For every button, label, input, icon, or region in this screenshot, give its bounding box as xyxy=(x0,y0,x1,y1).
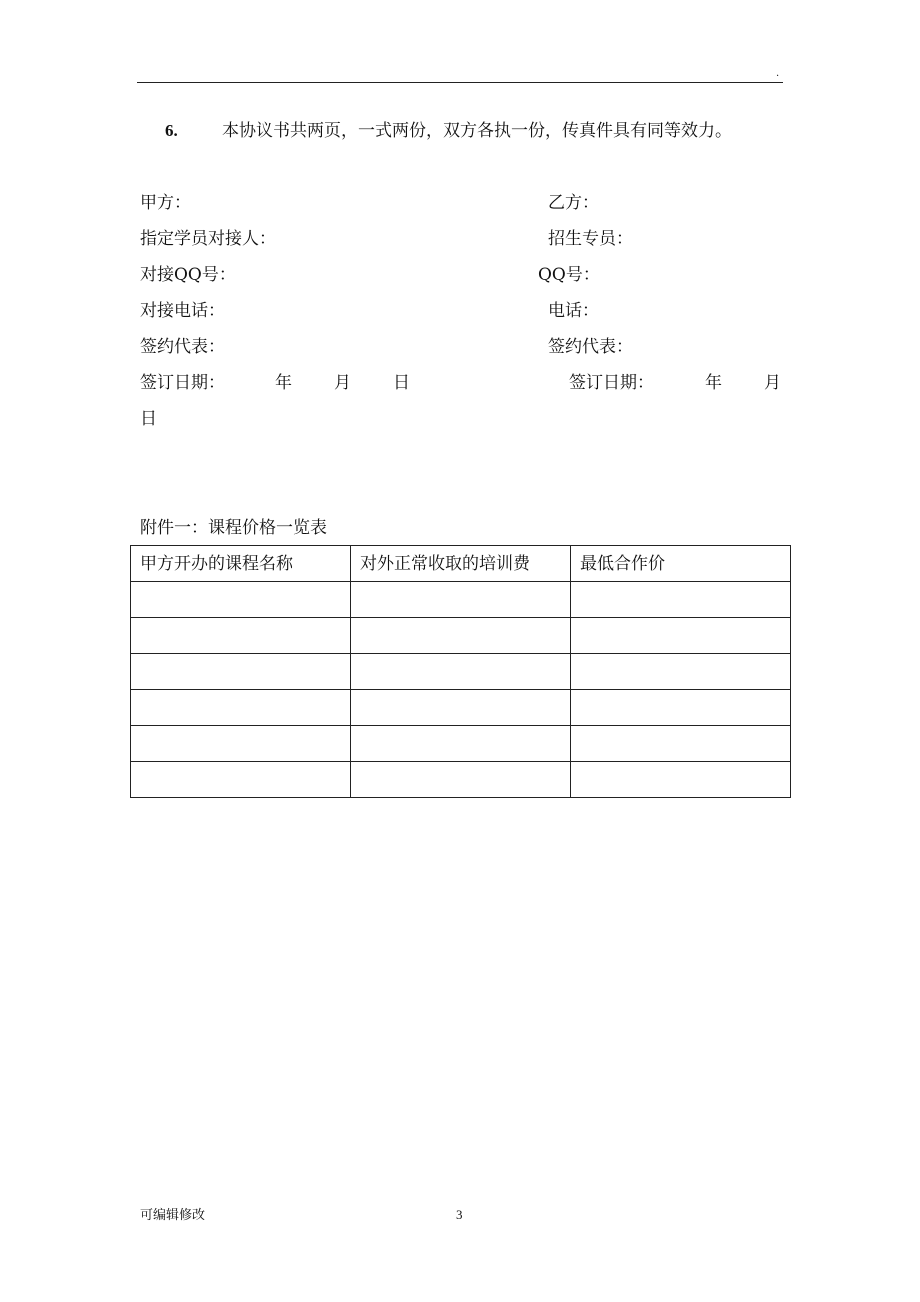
table-header-row xyxy=(131,546,791,582)
page-number: 3 xyxy=(456,1207,463,1222)
table-row xyxy=(131,618,791,654)
party-a-representative-label: 签约代表： xyxy=(140,337,225,357)
party-b-phone-label: 电话： xyxy=(548,301,599,321)
party-a-qq-label: 对接QQ号： xyxy=(140,265,236,285)
table-row xyxy=(131,654,791,690)
course-price-table xyxy=(130,545,791,798)
table-cell xyxy=(131,618,351,654)
column-header-min-price: 最低合作价 xyxy=(571,546,791,582)
party-b-date-year: 年 xyxy=(705,373,722,393)
party-b-qq-label: QQ号： xyxy=(538,265,600,285)
footer-editable-note: 可编辑修改 xyxy=(140,1208,206,1223)
party-b-contact-label: 招生专员： xyxy=(548,229,633,249)
table-cell xyxy=(571,654,791,690)
table-row xyxy=(131,762,791,798)
table-row xyxy=(131,690,791,726)
party-a-date-day: 日 xyxy=(393,373,410,393)
table-cell xyxy=(571,690,791,726)
table-cell xyxy=(131,654,351,690)
party-b-date-label: 签订日期： xyxy=(569,373,654,393)
table-cell xyxy=(131,690,351,726)
clause-text: 本协议书共两页，一式两份，双方各执一份，传真件具有同等效力。 xyxy=(222,121,732,141)
table-cell xyxy=(351,762,571,798)
table-row xyxy=(131,582,791,618)
party-a-date-label: 签订日期： xyxy=(140,373,225,393)
table-cell xyxy=(571,582,791,618)
table-row xyxy=(131,726,791,762)
table-cell xyxy=(351,654,571,690)
table-cell xyxy=(571,762,791,798)
party-b-date-day: 日 xyxy=(140,409,157,429)
attachment-title: 附件一：课程价格一览表 xyxy=(140,518,327,538)
table-cell xyxy=(571,726,791,762)
party-b-label: 乙方： xyxy=(548,193,599,213)
table-cell xyxy=(351,690,571,726)
header-dot: . xyxy=(776,68,780,79)
table-cell xyxy=(571,618,791,654)
table-cell xyxy=(131,582,351,618)
table-cell xyxy=(131,726,351,762)
party-a-phone-label: 对接电话： xyxy=(140,301,225,321)
party-a-date-month: 月 xyxy=(334,373,351,393)
clause-number: 6. xyxy=(165,121,178,140)
column-header-standard-fee: 对外正常收取的培训费 xyxy=(351,546,571,582)
table-cell xyxy=(131,762,351,798)
table-cell xyxy=(351,726,571,762)
party-b-representative-label: 签约代表： xyxy=(548,337,633,357)
party-a-contact-label: 指定学员对接人： xyxy=(140,229,276,249)
column-header-course-name: 甲方开办的课程名称 xyxy=(131,546,351,582)
party-b-date-month: 月 xyxy=(764,373,781,393)
table-cell xyxy=(351,582,571,618)
table-cell xyxy=(351,618,571,654)
header-rule xyxy=(137,82,783,83)
party-a-date-year: 年 xyxy=(275,373,292,393)
party-a-label: 甲方： xyxy=(140,193,191,213)
